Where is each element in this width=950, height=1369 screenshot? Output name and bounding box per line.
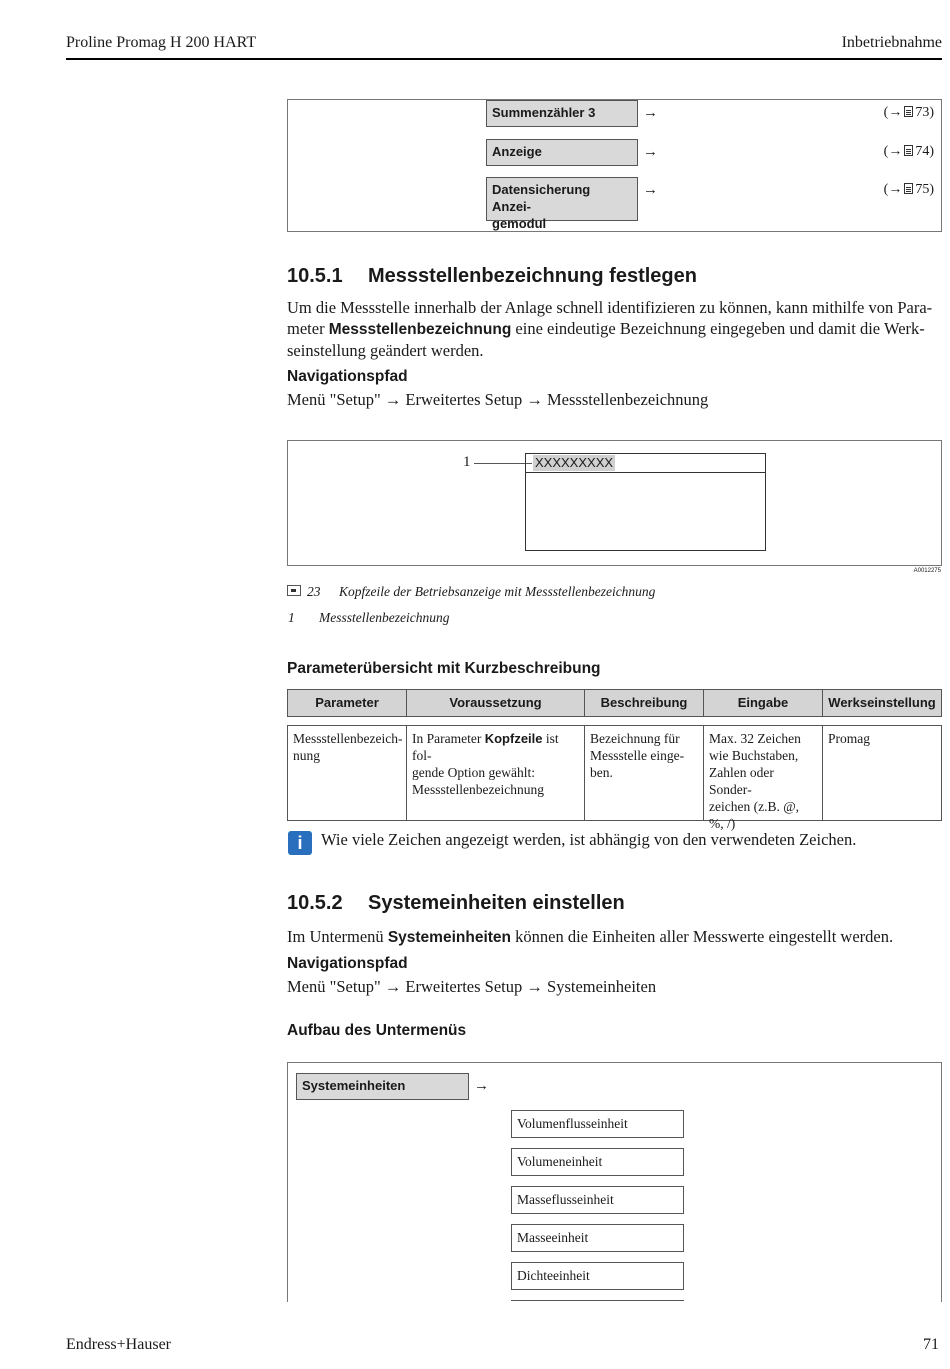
table-cell-werkseinstellung: Promag — [822, 725, 942, 821]
table-header-voraussetzung: Voraussetzung — [406, 689, 585, 717]
page-icon — [904, 106, 913, 117]
navigation-path-heading: Navigationspfad — [287, 955, 408, 972]
section2-intro: Im Untermenü Systemeinheiten können die Einheiten aller Messwerte eingestellt werden. — [287, 927, 894, 946]
figure-id: A0012275 — [913, 568, 941, 574]
footer-company: Endress+Hauser — [66, 1336, 171, 1353]
page-reference: (→ 75) — [883, 182, 934, 197]
parameter-table-heading: Parameterübersicht mit Kurzbeschreibung — [287, 660, 601, 677]
page-reference: (→ 74) — [883, 144, 934, 159]
submenu-item-dichteeinheit: Dichteeinheit — [511, 1262, 684, 1290]
legend-text: Messstellenbezeichnung — [319, 610, 450, 625]
page-number: 71 — [923, 1336, 939, 1353]
table-cell-parameter: Messstellenbezeich‐ nung — [287, 725, 407, 821]
navigation-path-heading: Navigationspfad — [287, 368, 408, 385]
menu-item-systemeinheiten: Systemeinheiten — [296, 1073, 469, 1100]
menu-item-datensicherung: Datensicherung Anzei‐ gemodul — [486, 177, 638, 221]
submenu-item-masseeinheit: Masseeinheit — [511, 1224, 684, 1252]
figure-icon — [287, 585, 301, 596]
submenu-item-volumeneinheit: Volumeneinheit — [511, 1148, 684, 1176]
table-header-werkseinstellung: Werkseinstellung — [822, 689, 942, 717]
page-icon — [904, 145, 913, 156]
menu-item-summenzaehler-3: Summenzähler 3 — [486, 100, 638, 127]
table-header-beschreibung: Beschreibung — [584, 689, 704, 717]
header-chapter-title: Inbetriebnahme — [841, 34, 942, 51]
section-intro-paragraph: Um die Messstelle innerhalb der Anlage schnell identifizieren zu können, kann mithilfe von Para‐ meter Messstellenbezeichnung eine eindeutige Bezeichnung eingegeben und damit die Werk‐ seinstellung geändert werden. — [287, 298, 933, 360]
display-tag-text: XXXXXXXXX — [535, 455, 614, 470]
submenu-item-cutoff — [511, 1300, 684, 1302]
table-cell-voraussetzung: In Parameter Kopfzeile ist fol‐ gende Option gewählt: Messstellenbezeichnung — [406, 725, 585, 821]
submenu-item-volumenflusseinheit: Volumenflusseinheit — [511, 1110, 684, 1138]
table-header-eingabe: Eingabe — [703, 689, 823, 717]
menu-item-anzeige: Anzeige — [486, 139, 638, 166]
arrow-icon: → — [643, 105, 658, 121]
navigation-path: Menü "Setup" → Erweitertes Setup → Messstellenbezeichnung — [287, 390, 709, 409]
header-document-title: Proline Promag H 200 HART — [66, 34, 257, 51]
arrow-icon: → — [643, 182, 658, 198]
table-header-parameter: Parameter — [287, 689, 407, 717]
page-reference: (→ 73) — [883, 105, 934, 120]
info-icon: i — [288, 831, 312, 855]
section-heading-10-5-1: 10.5.1 Messstellenbezeichnung festlegen — [287, 265, 697, 287]
figure-caption: Kopfzeile der Betriebsanzeige mit Messstellenbezeichnung — [339, 584, 656, 599]
section-heading-10-5-2: 10.5.2 Systemeinheiten einstellen — [287, 892, 625, 914]
table-cell-eingabe: Max. 32 Zeichen wie Buchstaben, Zahlen oder Sonder‐ zeichen (z.B. @, %, /) — [703, 725, 823, 821]
header-rule — [66, 58, 942, 60]
callout-line — [474, 463, 532, 464]
submenu-item-masseflusseinheit: Masseflusseinheit — [511, 1186, 684, 1214]
navigation-path: Menü "Setup" → Erweitertes Setup → Systemeinheiten — [287, 977, 657, 996]
arrow-icon: → — [474, 1078, 489, 1094]
display-header-divider — [525, 472, 766, 473]
figure-callout-number: 1 — [463, 454, 471, 470]
submenu-structure-heading: Aufbau des Untermenüs — [287, 1022, 467, 1039]
info-note-text: Wie viele Zeichen angezeigt werden, ist abhängig von den verwendeten Zeichen. — [321, 830, 857, 849]
legend-number: 1 — [288, 610, 295, 625]
arrow-icon: → — [643, 144, 658, 160]
table-cell-beschreibung: Bezeichnung für Messstelle einge‐ ben. — [584, 725, 704, 821]
page-icon — [904, 183, 913, 194]
figure-caption-number: 23 — [307, 584, 321, 599]
